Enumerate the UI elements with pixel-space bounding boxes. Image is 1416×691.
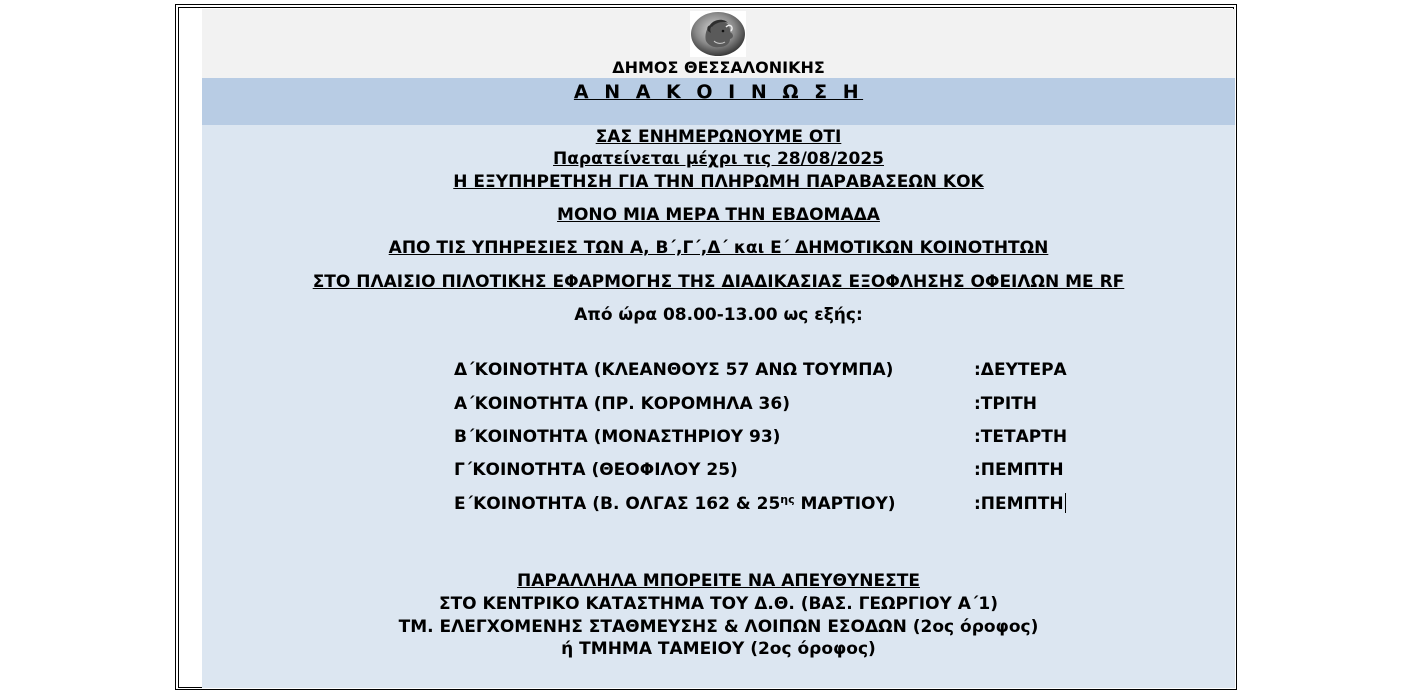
schedule-day: :ΤΕΤΑΡΤΗ	[974, 427, 1068, 447]
schedule-day: :ΠΕΜΠΤΗ	[974, 460, 1064, 480]
schedule-day-editable[interactable]	[974, 493, 1066, 514]
schedule-community-prefix: Ε΄ΚΟΙΝΟΤΗΤΑ (Β. ΟΛΓΑΣ 162 & 25	[454, 494, 781, 514]
schedule-day-text: :ΠΕΜΠΤΗ	[974, 494, 1064, 514]
intro-line-hours: Από ώρα 08.00-13.00 ως εξής:	[574, 305, 863, 325]
schedule-row	[202, 427, 1235, 451]
schedule-community: Δ΄ΚΟΙΝΟΤΗΤΑ (ΚΛΕΑΝΘΟΥΣ 57 ΑΝΩ ΤΟΥΜΠΑ)	[454, 360, 894, 380]
footer-line-central-office: ΣΤΟ ΚΕΝΤΡΙΚΟ ΚΑΤΑΣΤΗΜΑ ΤΟΥ Δ.Θ. (ΒΑΣ. ΓΕΩΡΓΙΟΥ Α΄1)	[438, 594, 999, 614]
schedule-day: :ΤΡΙΤΗ	[974, 394, 1038, 414]
schedule-day: :ΔΕΥΤΕΡΑ	[974, 360, 1067, 380]
schedule-community: Α΄ΚΟΙΝΟΤΗΤΑ (ΠΡ. ΚΟΡΟΜΗΛΑ 36)	[454, 394, 790, 414]
schedule-community	[454, 493, 896, 514]
intro-line-pilot-rf: ΣΤΟ ΠΛΑΙΣΙΟ ΠΙΛΟΤΙΚΗΣ ΕΦΑΡΜΟΓΗΣ ΤΗΣ ΔΙΑΔΙΚΑΣΙΑΣ ΕΞΟΦΛΗΣΗΣ ΟΦΕΙΛΩΝ ΜΕ RF	[312, 272, 1125, 292]
intro-line-once-weekly: ΜΟΝΟ ΜΙΑ ΜΕΡΑ ΤΗΝ ΕΒΔΟΜΑΔΑ	[557, 205, 880, 225]
schedule-community: Β΄ΚΟΙΝΟΤΗΤΑ (ΜΟΝΑΣΤΗΡΙΟΥ 93)	[454, 427, 781, 447]
schedule-row	[202, 493, 1235, 517]
footer-line-alternative: ΠΑΡΑΛΛΗΛΑ ΜΠΟΡΕΙΤΕ ΝΑ ΑΠΕΥΘΥΝΕΣΤΕ	[517, 571, 920, 591]
schedule-row	[202, 360, 1235, 384]
text-cursor	[1065, 493, 1066, 513]
schedule-row	[202, 460, 1235, 484]
municipality-seal-icon	[690, 11, 746, 57]
intro-line-service: Η ΕΞΥΠΗΡΕΤΗΣΗ ΓΙΑ ΤΗΝ ΠΛΗΡΩΜΗ ΠΑΡΑΒΑΣΕΩΝ ΚΟΚ	[453, 172, 984, 192]
schedule-community-suffix: ΜΑΡΤΙΟΥ)	[794, 494, 896, 514]
intro-line-communities: ΑΠΟ ΤΙΣ ΥΠΗΡΕΣΙΕΣ ΤΩΝ Α, Β΄,Γ΄,Δ΄ και Ε΄ ΔΗΜΟΤΙΚΩΝ ΚΟΙΝΟΤΗΤΩΝ	[388, 238, 1049, 258]
schedule-row	[202, 394, 1235, 418]
schedule-community-ordinal-suffix: ης	[780, 493, 795, 506]
announcement-sheet	[202, 9, 1235, 688]
schedule-community: Γ΄ΚΟΙΝΟΤΗΤΑ (ΘΕΟΦΙΛΟΥ 25)	[454, 460, 738, 480]
footer-line-parking-department: ΤΜ. ΕΛΕΓΧΟΜΕΝΗΣ ΣΤΑΘΜΕΥΣΗΣ & ΛΟΙΠΩΝ ΕΣΟΔΩΝ (2ος όροφος)	[398, 617, 1039, 637]
announcement-title: Α Ν Α Κ Ο Ι Ν Ω Σ Η	[573, 81, 864, 103]
footer-line-cashier: ή ΤΜΗΜΑ ΤΑΜΕΙΟΥ (2ος όροφος)	[561, 639, 876, 659]
municipality-name: ΔΗΜΟΣ ΘΕΣΣΑΛΟΝΙΚΗΣ	[612, 58, 825, 77]
intro-line-extension-date: Παρατείνεται μέχρι τις 28/08/2025	[553, 149, 884, 169]
intro-line-inform: ΣΑΣ ΕΝΗΜΕΡΩΝΟΥΜΕ ΟΤΙ	[595, 127, 842, 147]
